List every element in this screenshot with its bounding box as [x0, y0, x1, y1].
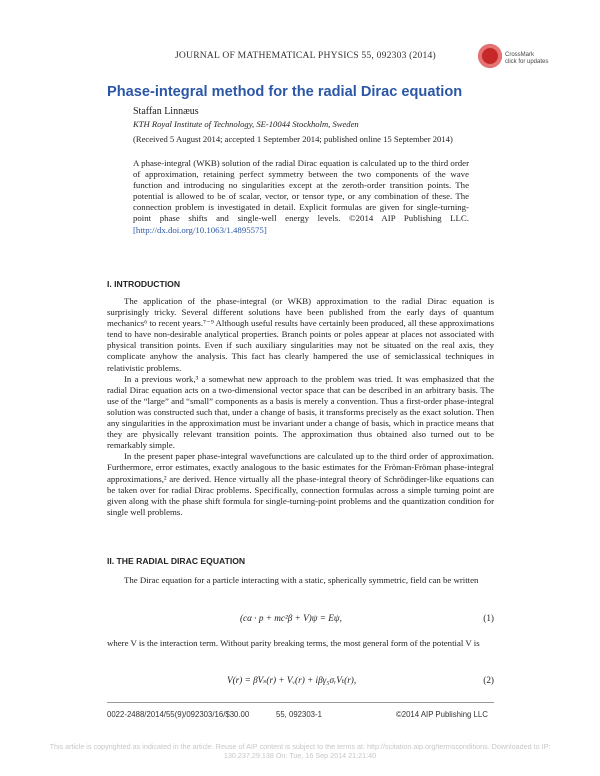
received-dates: (Received 5 August 2014; accepted 1 September 2014; published online 15 September 2014) — [133, 134, 453, 144]
section2-intro — [107, 575, 494, 586]
doi-link[interactable]: [http://dx.doi.org/10.1063/1.4895575] — [133, 224, 267, 235]
footer-divider — [107, 702, 494, 703]
equation-number: (2) — [483, 675, 494, 685]
paragraph: where V is the interaction term. Without parity breaking terms, the most general form of the potential V is — [107, 638, 480, 648]
notice-line: 130.237.29.138 On: Tue, 16 Sep 2014 21:21:40 — [223, 751, 377, 760]
footer-code: 0022-2488/2014/55(9)/092303/16/$30.00 — [107, 710, 250, 719]
crossmark-name: CrossMark — [505, 52, 535, 58]
crossmark-logo-icon[interactable] — [478, 44, 502, 68]
notice-line: This article is copyrighted as indicated in the article. Reuse of AIP content is subject to the terms at: http://scitation.aip.org/termsconditions. Downloaded to IP: — [49, 742, 551, 751]
section2-after-eq1 — [107, 638, 494, 649]
section-heading-introduction: I. INTRODUCTION — [107, 279, 181, 289]
equation-2 — [150, 675, 494, 686]
equation-text: V(r) = βVₛ(r) + Vᵥ(r) + iβγ₅σᵣVₜ(r), — [227, 675, 357, 685]
journal-header: JOURNAL OF MATHEMATICAL PHYSICS 55, 092303 (2014) — [175, 50, 436, 61]
introduction-body — [107, 296, 494, 518]
footer-page: 55, 092303-1 — [276, 710, 322, 719]
abstract-text: A phase-integral (WKB) solution of the radial Dirac equation is calculated up to the third order of approximation, retaining perfect symmetry between the two components of the wave function and introducing no singularities except at the zeroth-order transition points. The potential is allowed to be of scalar, vector, or tensor type, or any combination of these. The connection problem is investigated in detail. Explicit formulas are given for single-turning-point phase shifts and single-well energy levels. ©2014 AIP Publishing LLC. — [133, 158, 469, 224]
equation-number: (1) — [483, 613, 494, 623]
paragraph: The Dirac equation for a particle interacting with a static, spherically symmetric, field can be written — [124, 575, 479, 585]
crossmark-label[interactable] — [505, 52, 548, 66]
paragraph: In the present paper phase-integral wavefunctions are calculated up to the third order of approximation. Furthermore, error estimates, exactly analogous to the basic estimates for the Fröman-Fröman phase-integral approximations,² are derived. Hence virtually all the phase-integral theory of Schrödinger-like equations can be taken over for radial Dirac problems. Specifically, connection formulas across a simple turning point are given along with the phase shift formula for single-turning-point problems and the quantization condition for single well problems. — [107, 451, 494, 517]
footer-copyright: ©2014 AIP Publishing LLC — [396, 710, 488, 719]
equation-1 — [150, 613, 494, 623]
abstract — [133, 158, 469, 236]
paper-title: Phase-integral method for the radial Dirac equation — [107, 84, 463, 100]
crossmark-sub: click for updates — [505, 59, 549, 65]
section-heading-radial-dirac: II. THE RADIAL DIRAC EQUATION — [107, 556, 246, 566]
paragraph: In a previous work,³ a somewhat new approach to the problem was tried. It was emphasized that the radial Dirac equation acts on a two-dimensional vector space that can be described in an arbitrary basis. The use of the “large” and “small” components as a basis is merely a convention. Thus a first-order phase-integral solution was constructed such that, under a change of basis, it transforms precisely as the exact solution. Then any singularities in the approximation must be invariant under a change of basis, which in practice means that they are physically relevant transition points. The approximation thus obtained also turned out to be remarkably simple. — [107, 373, 494, 451]
author-affiliation: KTH Royal Institute of Technology, SE-10044 Stockholm, Sweden — [133, 119, 359, 129]
author-name: Staffan Linnæus — [133, 106, 199, 117]
equation-text: (cα · p + mc²β + V)ψ = Eψ, — [240, 613, 342, 623]
copyright-notice — [0, 742, 600, 760]
paragraph: The application of the phase-integral (or WKB) approximation to the radial Dirac equation is surprisingly tricky. Several different solutions have been published from the early days of quantum mechanics⁶ to recent years.⁷⁻⁹ Although useful results have certainly been produced, all these approximations tend to have non-desirable analytical properties. Branch points or poles appear at places not associated with physical transition points. Even if such auxiliary singularities may not be situated on the real axis, they complicate anyhow the analysis. This fact has clearly hampered the use of semiclassical techniques in relativistic problems. — [107, 296, 494, 373]
